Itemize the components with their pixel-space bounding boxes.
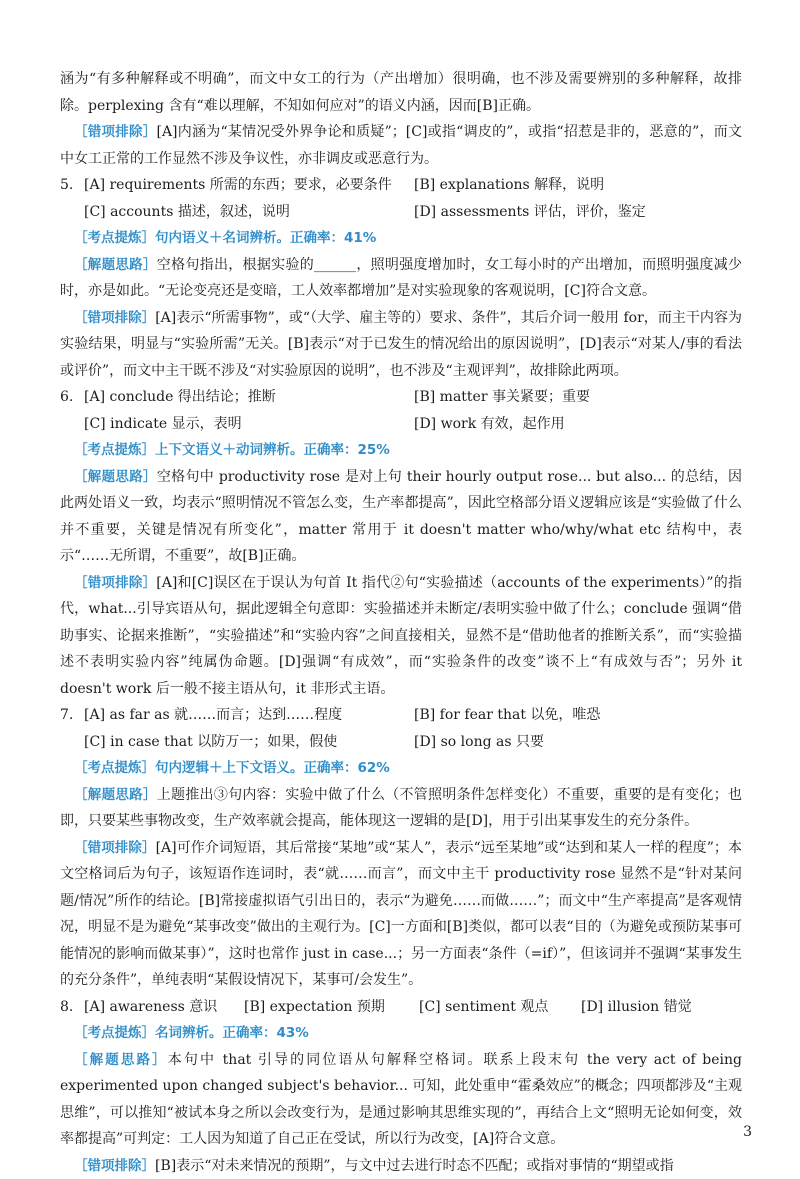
q6-option-b: [B] matter 事关紧要；重要 xyxy=(414,384,744,411)
intro-paragraph-1: 涵为“有多种解释或不明确”，而文中女工的行为（产出增加）很明确，也不涉及需要辨别的多种解释，故排除。perplexing 含有“难以理解，不知如何应对”的语义内涵，因而[B]正确。 xyxy=(60,66,742,119)
document-page xyxy=(60,66,742,1179)
q5-exclusion xyxy=(60,305,742,385)
q7-options-row-2 xyxy=(60,729,742,756)
q8-option-d: [D] illusion 错觉 xyxy=(581,994,741,1021)
q5-option-c: [C] accounts 描述，叙述，说明 xyxy=(84,199,414,226)
solution-text: 空格句指出，根据实验的______，照明强度增加时，女工每小时的产出增加，而照明强度减少时，亦是如此。“无论变亮还是变暗，工人效率都增加”是对实验现象的客观说明，[C]符合文意。 xyxy=(60,257,742,300)
q6-option-d: [D] work 有效，起作用 xyxy=(414,411,744,438)
q7-options-row-1 xyxy=(60,702,742,729)
q6-exclusion xyxy=(60,570,742,703)
solution-tag: ［解题思路］ xyxy=(74,469,157,485)
exclusion-text: [A]和[C]误区在于误认为句首 It 指代②句“实验描述（accounts of the experiments）”的指代，what...引导宾语从句，据此逻辑全句意即：实验描述并未断定/表明实验中做了什么；conclude 强调“借助事实、论据来推断”，“实验描述”和“实验内容”之间直接相关，显然不是“借助他者的推断关系”，而“实验描述不表明实验内容”纯属伪命题。[D]强调“有成效”，而“实验条件的改变”谈不上“有成效与否”；另外 it doesn't work 后一般不接主语从句，it 非形式主语。 xyxy=(60,575,742,697)
solution-text: 空格句中 productivity rose 是对上句 their hourly output rose... but also... 的总结，因此两处语义一致，均表示“照明情况不管怎么变，生产率都提高”，因此空格部分语义逻辑应该是“实验做了什么并不重要，关键是情况有所变化”，matter 常用于 it doesn't matter who/why/what etc 结构中，表示“……无所谓，不重要”，故[B]正确。 xyxy=(60,469,742,565)
q5-options-row-1 xyxy=(60,172,742,199)
question-8 xyxy=(60,994,742,1179)
page-number: 3 xyxy=(743,1124,752,1140)
q8-option-b: [B] expectation 预期 xyxy=(244,994,419,1021)
q5-option-d: [D] assessments 评估，评价，鉴定 xyxy=(414,199,744,226)
q7-key-point xyxy=(60,755,742,782)
q5-solution xyxy=(60,252,742,305)
question-5 xyxy=(60,172,742,384)
q5-number: 5. xyxy=(60,172,84,199)
key-point-text: 句内逻辑＋上下文语义。正确率：62% xyxy=(155,760,390,776)
question-7 xyxy=(60,702,742,994)
solution-text: 本句中 that 引导的同位语从句解释空格词。联系上段末句 the very act of being experimented upon changed subject's behavior... 可知，此处重申“霍桑效应”的概念；四项都涉及“主观思维”，可以推知“被试本身之所以会改变行为，是通过影响其思维实现的”，再结合上文“照明无论如何变，效率都提高”可判定：工人因为知道了自己正在受试，所以行为改变，[A]符合文意。 xyxy=(60,1052,742,1148)
q5-option-b: [B] explanations 解释，说明 xyxy=(414,172,744,199)
q7-option-c: [C] in case that 以防万一；如果，假使 xyxy=(84,729,414,756)
q5-options-row-2 xyxy=(60,199,742,226)
exclusion-tag: ［错项排除］ xyxy=(74,310,155,326)
exclusion-tag: ［错项排除］ xyxy=(74,1158,155,1174)
q8-key-point xyxy=(60,1020,742,1047)
exclusion-tag: ［错项排除］ xyxy=(74,575,156,591)
q6-options-row-2 xyxy=(60,411,742,438)
q6-option-c: [C] indicate 显示，表明 xyxy=(84,411,414,438)
q7-exclusion xyxy=(60,835,742,994)
q8-solution xyxy=(60,1047,742,1153)
intro-paragraph-2 xyxy=(60,119,742,172)
q8-option-a: [A] awareness 意识 xyxy=(84,994,244,1021)
q6-option-a: [A] conclude 得出结论；推断 xyxy=(84,384,414,411)
q8-number: 8. xyxy=(60,994,84,1021)
solution-tag: ［解题思路］ xyxy=(74,787,157,803)
key-point-tag: ［考点提炼］ xyxy=(74,1025,155,1041)
key-point-tag: ［考点提炼］ xyxy=(74,760,155,776)
exclusion-text: [B]表示“对未来情况的预期”，与文中过去进行时态不匹配；或指对事情的“期望或指 xyxy=(155,1158,674,1174)
key-point-text: 句内语义＋名词辨析。正确率：41% xyxy=(155,230,376,246)
q8-options-row xyxy=(60,994,742,1021)
key-point-tag: ［考点提炼］ xyxy=(74,442,155,458)
key-point-tag: ［考点提炼］ xyxy=(74,230,155,246)
q5-option-a: [A] requirements 所需的东西；要求，必要条件 xyxy=(84,172,414,199)
exclusion-text: [A]表示“所需事物”，或“（大学、雇主等的）要求、条件”，其后介词一般用 for，而主干内容为实验结果，明显与“实验所需”无关。[B]表示“对于已发生的情况给出的原因说明”，[D]表示“对某人/事的看法或评价”，而文中主干既不涉及“对实验原因的说明”，也不涉及“主观评判”，故排除此两项。 xyxy=(60,310,742,379)
q8-option-c: [C] sentiment 观点 xyxy=(419,994,581,1021)
exclusion-tag: ［错项排除］ xyxy=(74,840,156,856)
q6-options-row-1 xyxy=(60,384,742,411)
solution-text: 上题推出③句内容：实验中做了什么（不管照明条件怎样变化）不重要，重要的是有变化；也即，只要某些事物改变，生产效率就会提高，能体现这一逻辑的是[D]，用于引出某事发生的充分条件。 xyxy=(60,787,742,830)
error-exclusion-text: [A]内涵为“某情况受外界争论和质疑”；[C]或指“调皮的”，或指“招惹是非的，恶意的”，而文中女工正常的工作显然不涉及争议性，亦非调皮或恶意行为。 xyxy=(60,124,742,167)
solution-tag: ［解题思路］ xyxy=(74,1052,168,1068)
q6-key-point xyxy=(60,437,742,464)
q6-number: 6. xyxy=(60,384,84,411)
solution-tag: ［解题思路］ xyxy=(74,257,157,273)
q6-solution xyxy=(60,464,742,570)
q7-option-b: [B] for fear that 以免，唯恐 xyxy=(414,702,744,729)
q7-number: 7. xyxy=(60,702,84,729)
question-6 xyxy=(60,384,742,702)
key-point-text: 上下文语义＋动词辨析。正确率：25% xyxy=(155,442,390,458)
exclusion-text: [A]可作介词短语，其后常接“某地”或“某人”，表示“远至某地”或“达到和某人一样的程度”；本文空格词后为句子，该短语作连词时，表“就……而言”，而文中主干 productivity rose 显然不是“针对某问题/情况”所作的结论。[B]常接虚拟语气引出日的，表示“为避免……而做……”；而文中“生产率提高”是客观情况，明显不是为避免“某事改变”做出的主观行为。[C]一方面和[B]类似，都可以表“目的（为避免或预防某事可能情况的影响而做某事）”，这时也常作 just in case...；另一方面表“条件（=if）”，但该词并不强调“某事发生的充分条件”，单纯表明“某假设情况下，某事可/会发生”。 xyxy=(60,840,742,989)
error-exclusion-tag: ［错项排除］ xyxy=(74,124,156,140)
q7-option-d: [D] so long as 只要 xyxy=(414,729,744,756)
q5-key-point xyxy=(60,225,742,252)
q8-exclusion xyxy=(60,1153,742,1179)
key-point-text: 名词辨析。正确率：43% xyxy=(155,1025,309,1041)
q7-solution xyxy=(60,782,742,835)
q7-option-a: [A] as far as 就……而言；达到……程度 xyxy=(84,702,414,729)
